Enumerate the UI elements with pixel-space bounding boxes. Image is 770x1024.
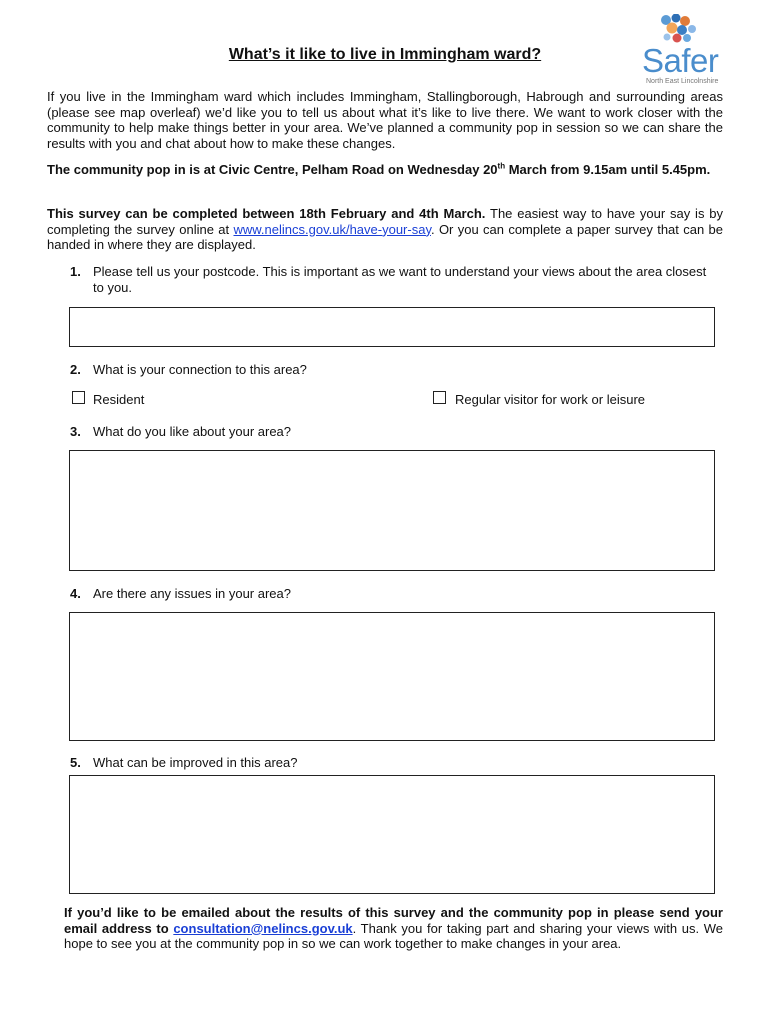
question-2 <box>70 362 720 378</box>
question-number: 4. <box>70 586 81 601</box>
resident-label: Resident <box>93 392 145 407</box>
question-number: 2. <box>70 362 81 377</box>
page-title: What’s it like to live in Immingham ward? <box>228 46 542 63</box>
visitor-label: Regular visitor for work or leisure <box>455 392 646 407</box>
improvements-textarea[interactable] <box>69 775 715 894</box>
question-3 <box>70 424 720 440</box>
survey-text: The easiest way to have your say is by completing the survey online at <box>47 206 724 237</box>
question-4 <box>70 586 720 602</box>
question-5 <box>70 755 720 771</box>
postcode-input[interactable] <box>69 307 715 347</box>
event-sup: th <box>497 161 506 171</box>
survey-text-end: . Or you can complete a paper survey that can be handed in where they are displayed. <box>47 221 723 253</box>
survey-paragraph <box>47 206 723 253</box>
footer-request: If you’d like to be emailed about the results of this survey and the community pop in please send your email address to <box>64 905 723 936</box>
question-text: What is your connection to this area? <box>93 362 307 377</box>
visitor-checkbox[interactable] <box>433 391 446 404</box>
question-number: 3. <box>70 424 81 439</box>
footer-text: . Thank you for taking part and sharing your views with us. We hope to see you at the community pop in so we can work together to make changes in your area. <box>64 920 723 952</box>
question-text: Please tell us your postcode. This is important as we want to understand your views about the area closest to you. <box>93 264 707 295</box>
email-link[interactable]: consultation@nelincs.gov.uk <box>173 920 353 936</box>
question-text: Are there any issues in your area? <box>93 586 291 601</box>
intro-paragraph: If you live in the Immingham ward which includes Immingham, Stallingborough, Habrough and surrounding areas (please see map overleaf) we’d like you to tell us about what it’s like to live there. We want to work closer with the community to help make things better in your area. We’ve planned a community pop in session so we can share the results with you and chat about how to make these changes. <box>47 89 723 151</box>
logo-word: Safer <box>642 42 719 79</box>
question-text: What do you like about your area? <box>93 424 292 439</box>
survey-dates: This survey can be completed between 18th February and 4th March. <box>47 206 486 221</box>
likes-textarea[interactable] <box>69 450 715 571</box>
question-number: 1. <box>70 264 81 279</box>
issues-textarea[interactable] <box>69 612 715 741</box>
event-text: The community pop in is at Civic Centre, Pelham Road on Wednesday 20 <box>47 162 498 177</box>
logo-subtitle: North East Lincolnshire <box>646 78 719 85</box>
footer-paragraph <box>64 905 723 952</box>
safer-logo <box>636 14 736 84</box>
event-text-end: March from 9.15am until 5.45pm. <box>505 162 711 177</box>
question-number: 5. <box>70 755 81 770</box>
event-paragraph <box>47 162 723 178</box>
resident-checkbox[interactable] <box>72 391 85 404</box>
question-text: What can be improved in this area? <box>93 755 298 770</box>
question-1 <box>70 264 720 295</box>
survey-link[interactable]: www.nelincs.gov.uk/have-your-say <box>233 221 431 237</box>
